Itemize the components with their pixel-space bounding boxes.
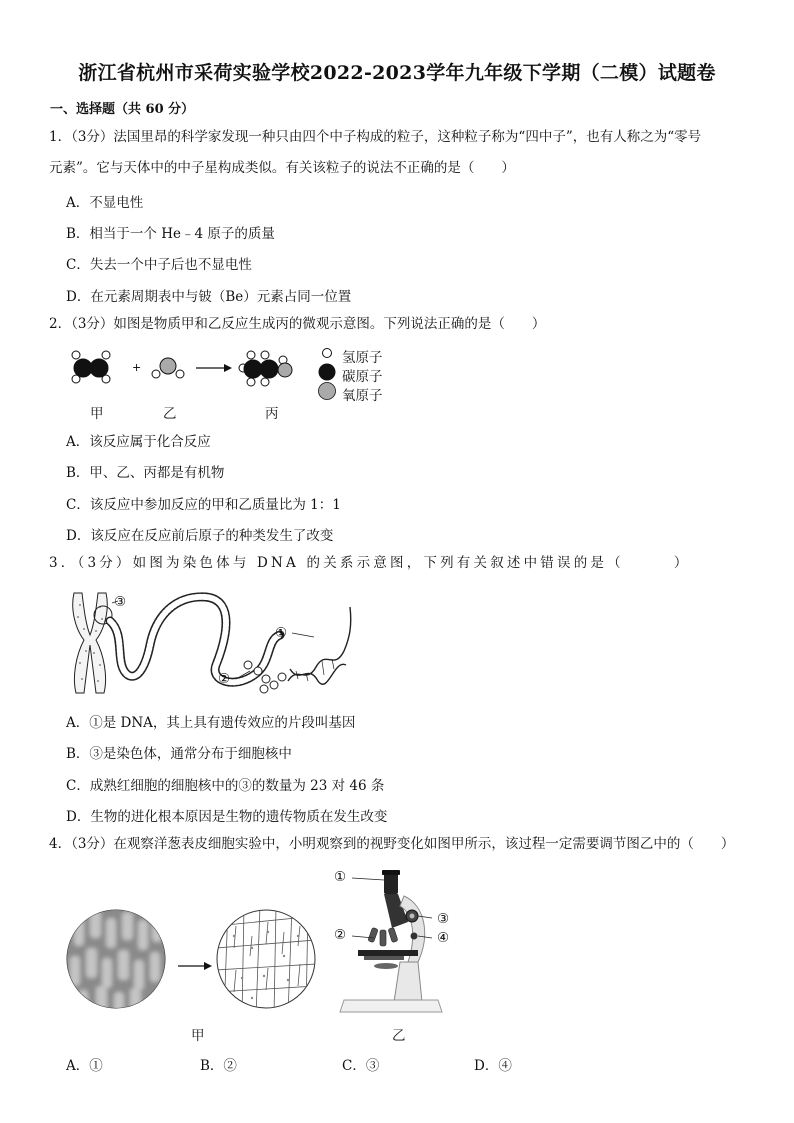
marker-2: ②	[218, 671, 231, 687]
q1-stem-line1: 1．（3分）法国里昂的科学家发现一种只由四个中子构成的粒子，这种粒子称为“四中子”，也有人称之为“零号	[49, 129, 702, 145]
q2-option-a[interactable]: A．该反应属于化合反应	[66, 434, 211, 450]
q4-option-b[interactable]: B．②	[200, 1058, 237, 1074]
base	[340, 1000, 442, 1012]
label-field-jia: 甲	[191, 1028, 205, 1044]
q1-option-c[interactable]: C．失去一个中子后也不显电性	[66, 257, 252, 273]
dna-helix	[288, 607, 351, 684]
field-arrow	[178, 962, 212, 970]
mirror	[374, 963, 398, 969]
legend-oxygen-icon	[319, 383, 336, 400]
q3-option-a[interactable]: A．①是 DNA，其上具有遗传效应的片段叫基因	[66, 715, 356, 731]
q2-option-c[interactable]: C．该反应中参加反应的甲和乙质量比为 1：1	[66, 497, 341, 513]
legend-carbon-icon	[319, 364, 336, 381]
page-title: 浙江省杭州市采荷实验学校2022-2023学年九年级下学期（二模）试题卷	[78, 62, 716, 84]
molecule-bing	[239, 351, 292, 386]
objective-nosepiece	[368, 927, 398, 946]
plus-sign: +	[132, 361, 142, 374]
marker-4-3: ③	[437, 911, 450, 927]
pillar	[394, 962, 422, 1002]
reaction-arrow	[196, 364, 232, 372]
stage	[358, 950, 418, 956]
q1-stem-line2: 元素”。它与天体中的中子星构成类似。有关该粒子的说法不正确的是（ ）	[49, 160, 515, 176]
marker-4-2: ②	[334, 927, 347, 943]
q2-option-d[interactable]: D．该反应在反应前后原子的种类发生了改变	[66, 528, 334, 544]
marker-4-1: ①	[334, 869, 347, 885]
marker-3: ③	[114, 594, 127, 610]
legend-markers	[318, 346, 338, 402]
label-bing: 丙	[265, 406, 279, 422]
molecule-yi	[152, 358, 184, 378]
q1-option-a[interactable]: A．不显电性	[66, 195, 144, 211]
q3-stem: 3．（3分）如图为染色体与 DNA 的关系示意图，下列有关叙述中错误的是（ ）	[49, 555, 691, 571]
blurry-cells	[66, 906, 166, 1016]
q4-stem: 4．（3分）在观察洋葱表皮细胞实验中，小明观察到的视野变化如图甲所示，该过程一定需要调节图乙中的（ ）	[49, 836, 735, 852]
label-microscope-yi: 乙	[392, 1028, 406, 1044]
q1-option-d[interactable]: D．在元素周期表中与铍（Be）元素占同一位置	[66, 289, 352, 305]
microscope-fields	[66, 906, 326, 1016]
molecule-jia	[72, 351, 110, 383]
eyepiece	[382, 870, 400, 894]
section-heading: 一、选择题（共 60 分）	[50, 102, 195, 117]
marker-4-4: ④	[437, 930, 450, 946]
chromosome-dna-diagram	[66, 585, 356, 700]
q2-option-b[interactable]: B．甲、乙、丙都是有机物	[66, 465, 225, 481]
chromosome	[73, 593, 108, 693]
q3-option-c[interactable]: C．成熟红细胞的细胞核中的③的数量为 23 对 46 条	[66, 778, 385, 794]
q4-option-a[interactable]: A．①	[66, 1058, 103, 1074]
legend-hydrogen-icon	[323, 349, 332, 358]
q4-option-d[interactable]: D．④	[474, 1058, 512, 1074]
q1-option-b[interactable]: B．相当于一个 He﹣4 原子的质量	[66, 226, 275, 242]
q3-option-b[interactable]: B．③是染色体，通常分布于细胞核中	[66, 746, 292, 762]
label-yi: 乙	[163, 406, 177, 422]
label-jia: 甲	[90, 406, 104, 422]
marker-1: ①	[275, 625, 288, 641]
fine-focus-knob	[411, 933, 418, 940]
q4-option-c[interactable]: C．③	[342, 1058, 380, 1074]
legend-oxygen: 氧原子	[342, 388, 383, 404]
legend-carbon: 碳原子	[342, 369, 383, 385]
q2-stem: 2．（3分）如图是物质甲和乙反应生成丙的微观示意图。下列说法正确的是（ ）	[49, 316, 546, 332]
legend-hydrogen: 氢原子	[342, 350, 383, 366]
q3-option-d[interactable]: D．生物的进化根本原因是生物的遗传物质在发生改变	[66, 809, 388, 825]
